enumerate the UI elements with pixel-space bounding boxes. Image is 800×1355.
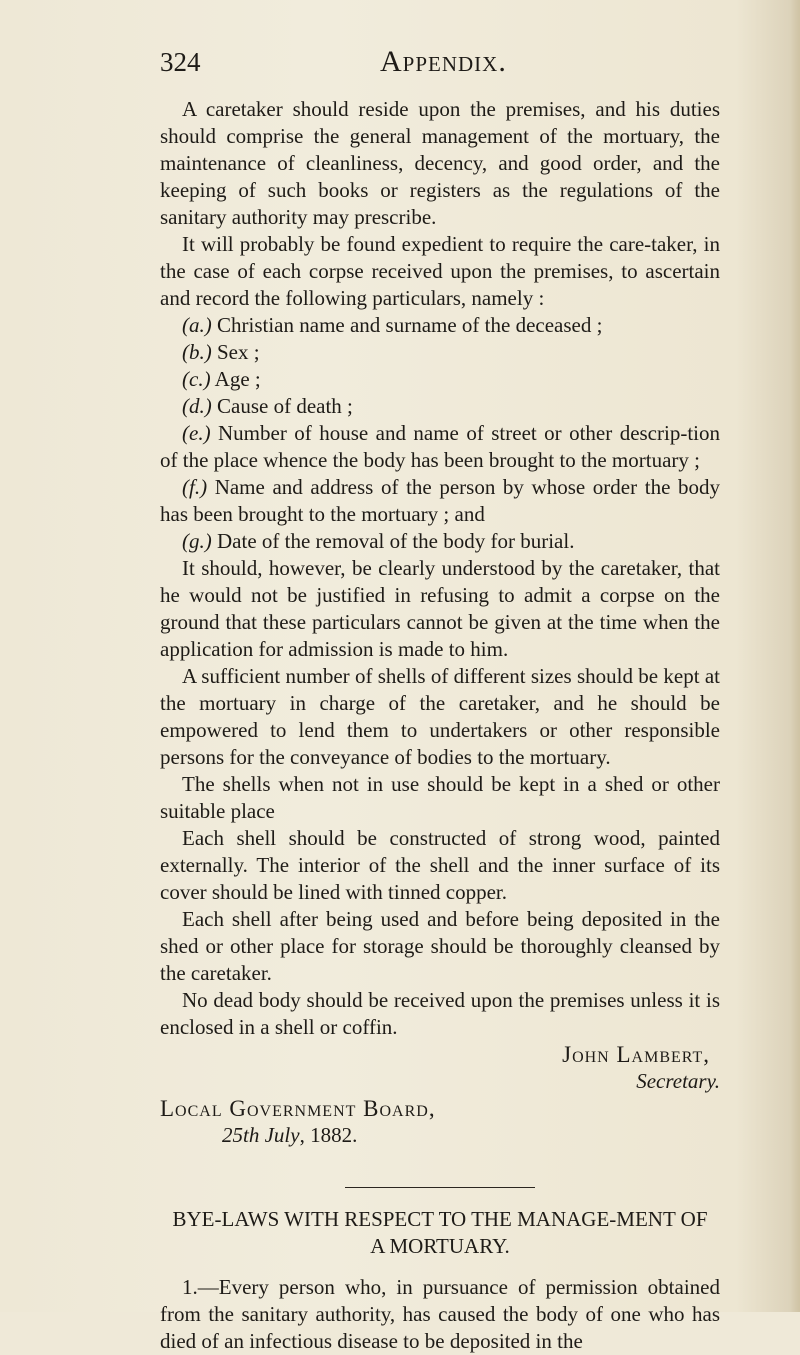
signature-date [160, 1122, 720, 1149]
signatory-name: John Lambert, [562, 1042, 710, 1067]
page-header [160, 40, 720, 84]
item-label: (b.) [182, 340, 212, 364]
item-label: (d.) [182, 394, 212, 418]
item-text: Christian name and surname of the deceased ; [211, 313, 603, 337]
list-item [160, 474, 720, 528]
paragraph-shells-cleansing: Each shell after being used and before being deposited in the shed or other place for storage should be thoroughly cleansed by the caretaker. [160, 907, 720, 985]
list-item [160, 366, 720, 393]
date-year: , 1882. [299, 1123, 358, 1147]
item-label: (e.) [182, 421, 211, 445]
item-label: (c.) [182, 367, 211, 391]
list-item [160, 339, 720, 366]
paragraph-record-particulars: It will probably be found expedient to require the care-taker, in the case of each corpse received upon the premises, to ascertain and record the following particulars, namely : [160, 232, 720, 310]
item-label: (a.) [182, 313, 212, 337]
byelaws-heading: BYE-LAWS WITH RESPECT TO THE MANAGE-MENT OF A MORTUARY. [172, 1207, 708, 1258]
list-item [160, 312, 720, 339]
paragraph-caretaker-duties: A caretaker should reside upon the premises, and his duties should comprise the general management of the mortuary, the maintenance of cleanliness, decency, and good order, and the keeping of such books or registers as the regulations of the sanitary authority may prescribe. [160, 97, 720, 229]
item-text: Number of house and name of street or other descrip-tion of the place whence the body has been brought to the mortuary ; [160, 421, 720, 472]
page-edge-shadow [790, 0, 800, 1312]
running-title: Appendix. [380, 45, 507, 78]
item-text: Date of the removal of the body for burial. [211, 529, 575, 553]
paragraph-enclosure: No dead body should be received upon the premises unless it is enclosed in a shell or coffin. [160, 988, 720, 1039]
paragraph-shells-construction: Each shell should be constructed of strong wood, painted externally. The interior of the shell and the inner surface of its cover should be lined with tinned copper. [160, 826, 720, 904]
signatory-title: Secretary. [636, 1069, 720, 1093]
signatory-organization: Local Government Board, [160, 1096, 436, 1121]
paragraph-admission: It should, however, be clearly understood by the caretaker, that he would not be justified in refusing to admit a corpse on the ground that these particulars cannot be given at the time when the application for admission is made to him. [160, 556, 720, 661]
list-item [160, 393, 720, 420]
item-text: Age ; [210, 367, 261, 391]
section-divider [345, 1187, 535, 1188]
list-item [160, 420, 720, 474]
item-text: Sex ; [211, 340, 260, 364]
page-body [160, 96, 720, 1355]
item-label: (f.) [182, 475, 208, 499]
item-text: Name and address of the person by whose order the body has been brought to the mortuary ; and [160, 475, 720, 526]
byelaw-paragraph-1: 1.—Every person who, in pursuance of permission obtained from the sanitary authority, has caused the body of one who has died of an infectious disease to be deposited in the [160, 1275, 720, 1353]
paragraph-shells-number: A sufficient number of shells of different sizes should be kept at the mortuary in charge of the caretaker, and he should be empowered to lend them to undertakers or other responsible persons for the conveyance of bodies to the mortuary. [160, 664, 720, 769]
item-label: (g.) [182, 529, 212, 553]
item-text: Cause of death ; [211, 394, 353, 418]
paragraph-shells-storage: The shells when not in use should be kept in a shed or other suitable place [160, 772, 720, 823]
list-item [160, 528, 720, 555]
date-day: 25th July [222, 1123, 300, 1147]
page-number: 324 [160, 47, 201, 77]
